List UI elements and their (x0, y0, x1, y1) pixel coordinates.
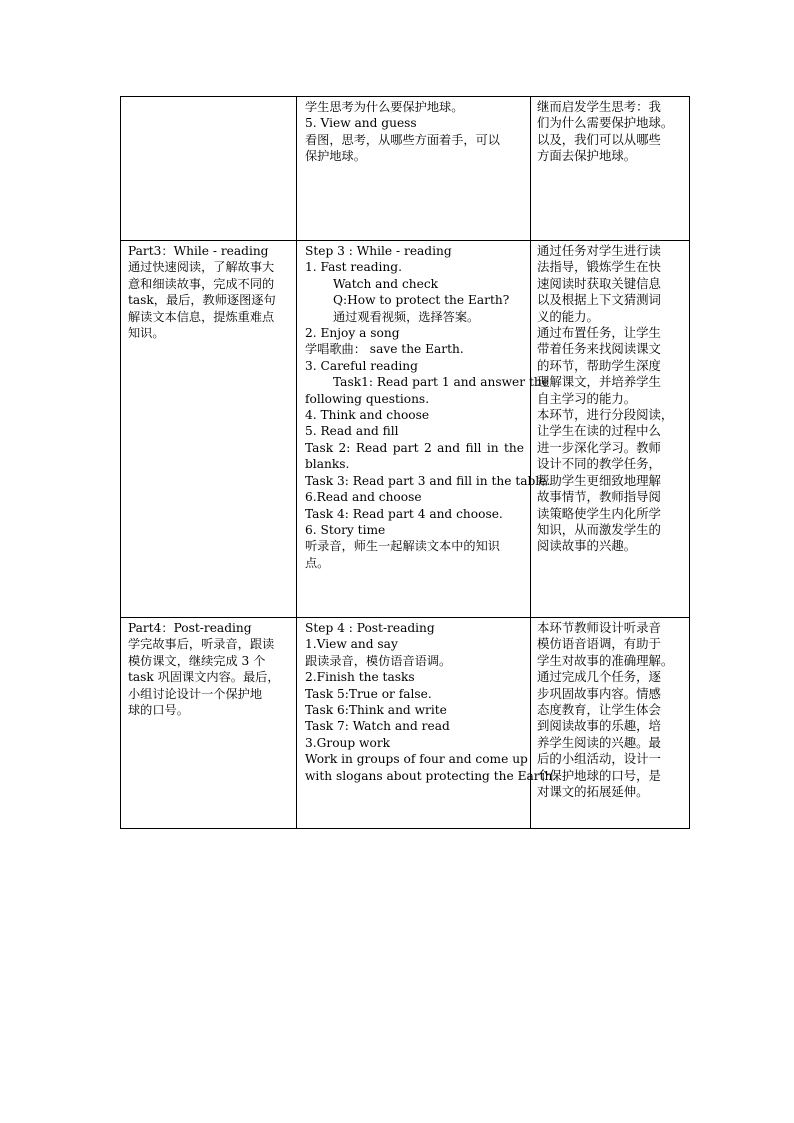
text-line: following questions. (305, 391, 430, 406)
text-line: 以及根据上下文猜测词 (537, 292, 661, 308)
text-line: 步巩固故事内容。情感 (537, 685, 661, 701)
text-line: Q:How to protect the Earth? (333, 293, 510, 308)
text-line: 设计不同的教学任务， (537, 456, 661, 472)
text-line: 本环节，进行分段阅读， (537, 407, 674, 423)
text-line: 通过观看视频，选择答案。 (333, 309, 480, 324)
table-row (121, 241, 690, 618)
stage-cell (121, 97, 297, 241)
text-line: 阅读故事的兴趣。 (537, 538, 637, 554)
text-line: 1.View and say (305, 637, 398, 652)
text-line: 知识。 (128, 326, 165, 341)
text-line: 模仿课文，继续完成 3 个 (128, 653, 266, 668)
text-line: Task 3: Read part 3 and fill in the table. (305, 473, 551, 488)
stage-cell (121, 241, 297, 618)
text-line: 学生思考为什么要保护地球。 (305, 100, 464, 114)
text-line: 后的小组活动，设计一 (537, 751, 661, 767)
text-line: task 巩固课文内容。最后， (128, 670, 280, 685)
text-line: 让学生在读的过程中么 (537, 423, 661, 439)
text-line: Task 5:True or false. (305, 686, 432, 701)
text-line: 跟读录音，模仿语音语调。 (305, 653, 452, 668)
text-line: 故事情节，教师指导阅 (537, 489, 661, 505)
stage-title: Part4：Post-reading (128, 621, 252, 635)
text-line: 通过任务对学生进行读 (537, 243, 661, 258)
purpose-cell (531, 241, 690, 618)
text-line: 球的口号。 (128, 703, 189, 718)
text-line: 点。 (305, 555, 330, 570)
table-row (121, 97, 690, 241)
step-title: Step 3 : While - reading (305, 244, 452, 258)
activity-cell (297, 618, 557, 829)
text-line: with slogans about protecting the Earth. (305, 768, 557, 783)
activity-cell (297, 97, 531, 241)
text-line: 6.Read and choose (305, 490, 422, 505)
text-line: 2. Enjoy a song (305, 326, 400, 341)
text-line: 解读文本信息，提炼重难点 (128, 309, 275, 324)
text-line: 知识，从而激发学生的 (537, 521, 661, 537)
text-line: 听录音，师生一起解读文本中的知识 (305, 539, 500, 554)
text-line: 的环节，帮助学生深度 (537, 357, 661, 373)
text-line: 进一步深化学习。教师 (537, 439, 661, 455)
lesson-plan-table (120, 96, 690, 829)
step-title: Step 4 : Post-reading (305, 621, 435, 635)
text-line: 义的能力。 (537, 308, 599, 324)
text-line: Task 6:Think and write (305, 703, 447, 718)
purpose-cell (531, 618, 690, 829)
text-line: Task 7: Watch and read (305, 719, 450, 734)
text-line: 学唱歌曲： save the Earth. (305, 342, 464, 357)
text-line: 模仿语音语调，有助于 (537, 636, 661, 652)
text-line: 到阅读故事的乐趣，培 (537, 718, 661, 734)
text-line: 5. View and guess (305, 116, 417, 131)
text-line: 态度教育，让学生体会 (537, 702, 661, 718)
text-line: blanks. (305, 457, 350, 472)
text-line: 以及，我们可以从哪些 (537, 131, 661, 147)
text-line: 帮助学生更细致地理解 (537, 472, 661, 488)
text-line: 速阅读时获取关键信息 (537, 275, 661, 291)
text-line: 方面去保护地球。 (537, 148, 637, 164)
text-line: Work in groups of four and come up (305, 752, 528, 767)
text-line: 通过快速阅读，了解故事大 (128, 260, 275, 275)
text-line: 带着任务来找阅读课文 (537, 341, 661, 357)
text-line: 个保护地球的口号，是 (537, 767, 661, 783)
table-row (121, 618, 690, 829)
text-line: Task 4: Read part 4 and choose. (305, 506, 503, 521)
text-line: 们为什么需要保护地球。 (537, 115, 674, 131)
purpose-cell (531, 97, 690, 241)
text-line: 看图，思考，从哪些方面着手，可以 (305, 132, 500, 147)
text-line: 意和细读故事，完成不同的 (128, 276, 275, 291)
text-line: Watch and check (333, 276, 439, 291)
text-line: 对课文的拓展延伸。 (537, 784, 649, 800)
text-line: 3. Careful reading (305, 358, 418, 373)
text-line: 通过完成几个任务，逐 (537, 669, 661, 685)
text-line: 自主学习的能力。 (537, 390, 637, 406)
text-line: 读策略使学生内化所学 (537, 505, 661, 521)
text-line: 2.Finish the tasks (305, 670, 415, 685)
text-line: 4. Think and choose (305, 408, 430, 423)
text-line: 小组讨论设计一个保护地 (128, 686, 263, 701)
text-line: task，最后，教师逐图逐句 (128, 293, 276, 308)
text-line: 养学生阅读的兴趣。最 (537, 734, 661, 750)
text-line: Task1: Read part 1 and answer the (333, 375, 549, 390)
text-line: 学完故事后，听录音，跟读 (128, 637, 275, 652)
text-line: 5. Read and fill (305, 424, 399, 439)
text-line: 理解课文，并培养学生 (537, 374, 661, 390)
text-line: 学生对故事的准确理解。 (537, 652, 674, 668)
text-line: 1. Fast reading. (305, 260, 402, 275)
text-line: 3.Group work (305, 735, 391, 750)
stage-cell (121, 618, 297, 829)
text-line: 通过布置任务，让学生 (537, 325, 661, 341)
text-line: 继而启发学生思考：我 (537, 99, 661, 114)
text-line: 本环节教师设计听录音 (537, 620, 661, 635)
text-line: 法指导，锻炼学生在快 (537, 259, 661, 275)
text-line: 6. Story time (305, 522, 386, 537)
activity-cell (297, 241, 551, 618)
text-line: Task 2: Read part 2 and fill in the (305, 440, 524, 455)
text-line: 保护地球。 (305, 149, 366, 164)
stage-title: Part3：While - reading (128, 244, 269, 258)
